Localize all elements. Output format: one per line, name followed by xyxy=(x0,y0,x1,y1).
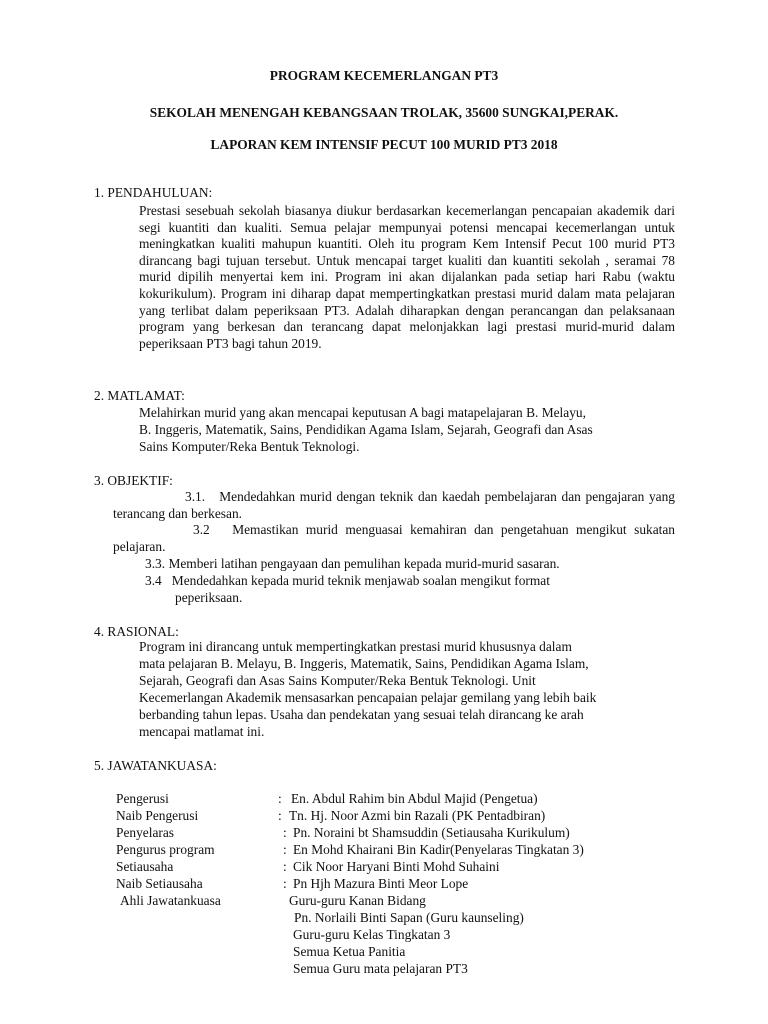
pendahuluan-paragraph: Prestasi sesebuah sekolah biasanya diukur berdasarkan kecemerlangan pencapaian akademik dari segi kuantiti dan kualiti. Semua pelajar mempunyai potensi mencapai kecemerlangan untuk meningkatkan kualiti mahupun kuantiti. Oleh itu program Kem Intensif Pecut 100 murid PT3 dirancang bagi tujuan tersebut. Untuk mencapai target kualiti dan kuantiti sekolah , seramai 78 murid dipilih menyertai kem ini. Program ini akan dijalankan pada setiap hari Rabu (waktu kokurikulum). Program ini diharap dapat mempertingkatkan prestasi murid dalam mata pelajaran yang terlibat dalam peperiksaan PT3. Adalah diharapkan dengan perancangan dan pelaksanaan program yang berkesan dan terancang dapat melonjakkan lagi prestasi murid-murid dalam peperiksaan PT3 bagi tahun 2019. xyxy=(139,203,675,351)
objektif-item xyxy=(113,522,675,555)
committee-colon: : xyxy=(283,825,287,840)
committee-colon: : xyxy=(278,791,282,806)
section-heading-matlamat: 2. MATLAMAT: xyxy=(94,388,185,403)
committee-role: Naib Setiausaha xyxy=(116,876,203,891)
matlamat-line: B. Inggeris, Matematik, Sains, Pendidikan Agama Islam, Sejarah, Geografi dan Asas xyxy=(139,422,593,437)
objektif-item xyxy=(113,489,675,522)
committee-role: Naib Pengerusi xyxy=(116,808,199,823)
rasional-line: Program ini dirancang untuk mempertingkatkan prestasi murid khususnya dalam xyxy=(139,639,572,654)
committee-member: Pn. Noraini bt Shamsuddin (Setiausaha Kurikulum) xyxy=(293,825,570,840)
committee-colon: : xyxy=(283,876,287,891)
committee-member: Cik Noor Haryani Binti Mohd Suhaini xyxy=(293,859,500,874)
section-heading-jawatankuasa: 5. JAWATANKUASA: xyxy=(94,758,217,773)
objektif-number: 3.2 xyxy=(193,522,210,537)
objektif-item xyxy=(145,573,550,590)
committee-member: Guru-guru Kanan Bidang xyxy=(289,893,426,908)
committee-role: Setiausaha xyxy=(116,859,174,874)
objektif-item xyxy=(145,556,560,573)
objektif-text: Mendedahkan murid dengan teknik dan kaedah pembelajaran dan pengajaran yang terancang dan berkesan. xyxy=(113,489,676,521)
program-title: PROGRAM KECEMERLANGAN PT3 xyxy=(269,68,499,83)
rasional-line: mata pelajaran B. Melayu, B. Inggeris, Matematik, Sains, Pendidikan Agama Islam, xyxy=(139,656,589,671)
committee-colon: : xyxy=(283,859,287,874)
committee-colon: : xyxy=(278,808,282,823)
committee-role: Ahli Jawatankuasa xyxy=(120,893,221,908)
objektif-number: 3.3. xyxy=(145,556,166,571)
committee-member: Semua Guru mata pelajaran PT3 xyxy=(293,961,468,976)
committee-role: Pengerusi xyxy=(116,791,169,806)
objektif-text: Mendedahkan kepada murid teknik menjawab soalan mengikut format xyxy=(171,573,550,588)
committee-member: En. Abdul Rahim bin Abdul Majid (Pengetua) xyxy=(291,791,538,806)
committee-member: En Mohd Khairani Bin Kadir(Penyelaras Tingkatan 3) xyxy=(293,842,584,857)
committee-member: Pn Hjh Mazura Binti Meor Lope xyxy=(293,876,469,891)
committee-role: Pengurus program xyxy=(116,842,215,857)
objektif-text: Memberi latihan pengayaan dan pemulihan kepada murid-murid sasaran. xyxy=(168,556,560,571)
committee-role: Penyelaras xyxy=(116,825,175,840)
section-heading-rasional: 4. RASIONAL: xyxy=(94,624,179,639)
objektif-text: Memastikan murid menguasai kemahiran dan pengetahuan mengikut sukatan pelajaran. xyxy=(113,522,676,554)
objektif-continuation: peperiksaan. xyxy=(175,590,243,605)
section-heading-pendahuluan: 1. PENDAHULUAN: xyxy=(94,185,213,200)
committee-member: Pn. Norlaili Binti Sapan (Guru kaunseling) xyxy=(294,910,524,925)
committee-member: Semua Ketua Panitia xyxy=(293,944,406,959)
objektif-number: 3.4 xyxy=(145,573,162,588)
committee-member: Tn. Hj. Noor Azmi bin Razali (PK Pentadbiran) xyxy=(289,808,546,823)
committee-colon: : xyxy=(283,842,287,857)
matlamat-line: Sains Komputer/Reka Bentuk Teknologi. xyxy=(139,439,360,454)
rasional-line: mencapai matlamat ini. xyxy=(139,724,265,739)
committee-member: Guru-guru Kelas Tingkatan 3 xyxy=(293,927,451,942)
matlamat-line: Melahirkan murid yang akan mencapai keputusan A bagi matapelajaran B. Melayu, xyxy=(139,405,586,420)
section-heading-objektif: 3. OBJEKTIF: xyxy=(94,473,173,488)
school-name: SEKOLAH MENENGAH KEBANGSAAN TROLAK, 35600 SUNGKAI,PERAK. xyxy=(149,105,619,120)
report-title: LAPORAN KEM INTENSIF PECUT 100 MURID PT3 2018 xyxy=(210,137,558,152)
rasional-line: Kecemerlangan Akademik mensasarkan pencapaian pelajar gemilang yang lebih baik xyxy=(139,690,597,705)
rasional-line: berbanding tahun lepas. Usaha dan pendekatan yang sesuai telah dirancang ke arah xyxy=(139,707,584,722)
objektif-number: 3.1. xyxy=(185,489,206,504)
rasional-line: Sejarah, Geografi dan Asas Sains Komputer/Reka Bentuk Teknologi. Unit xyxy=(139,673,536,688)
